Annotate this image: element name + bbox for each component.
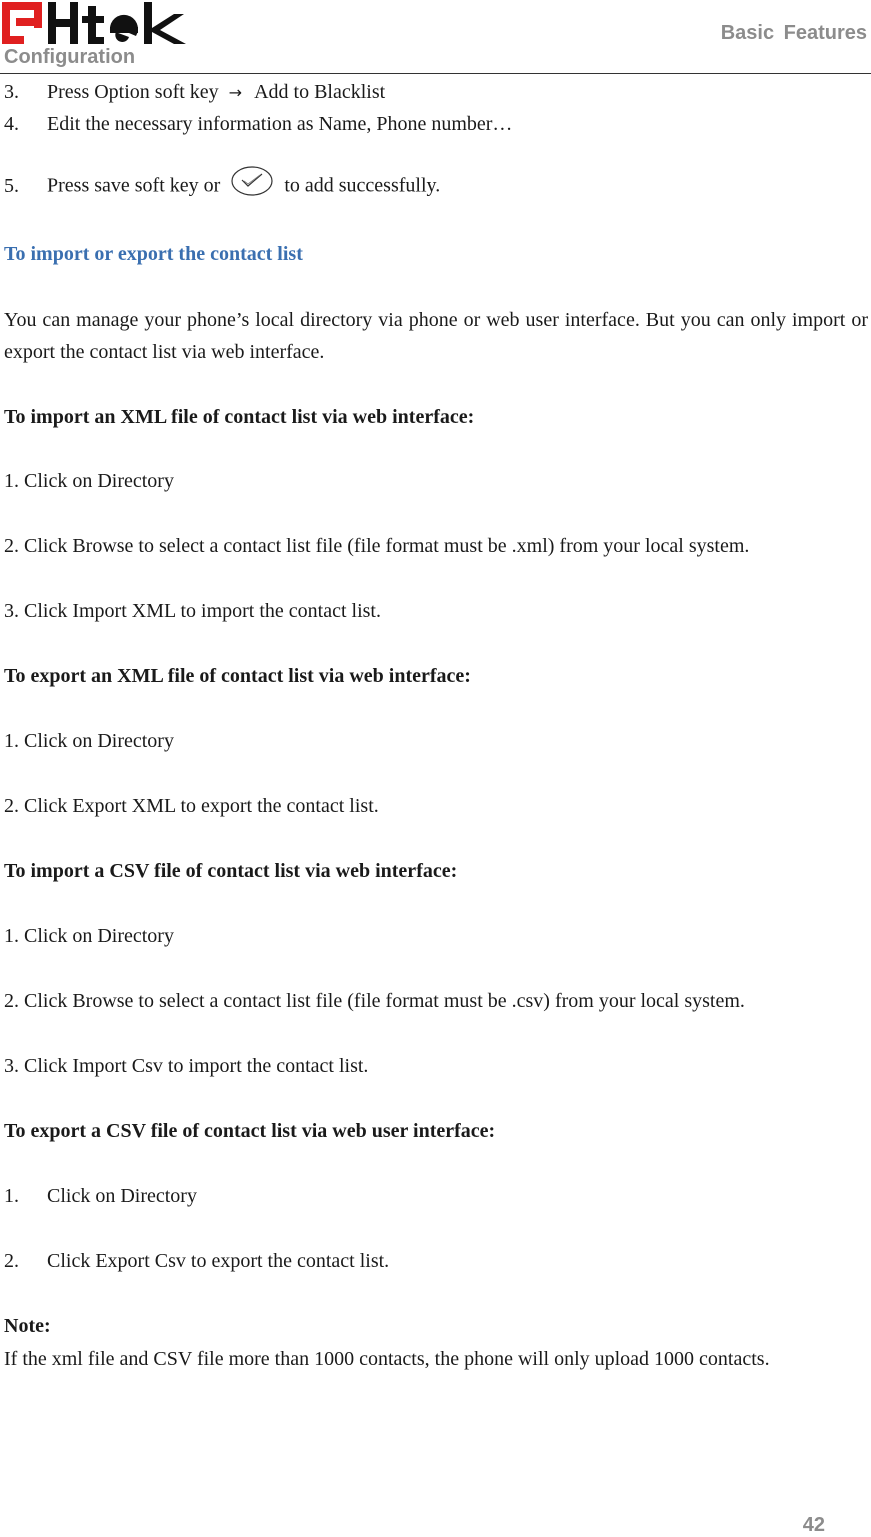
section-label: Basic Features	[720, 22, 867, 44]
step-5-save	[4, 171, 440, 203]
step-number: 5.	[4, 174, 19, 197]
step-number: 1.	[4, 1185, 19, 1207]
heading-import-csv: To import a CSV file of contact list via web interface:	[4, 860, 458, 882]
intro-paragraph: You can manage your phone’s local directory via phone or web user interface. But you can only import or export the contact list via web interface.	[4, 309, 868, 363]
list-item: 2. Click Export XML to export the contact list.	[4, 795, 379, 817]
heading-export-xml: To export an XML file of contact list via web interface:	[4, 665, 471, 687]
note-label: Note:	[4, 1315, 51, 1337]
step-text: Edit the necessary information as Name, Phone number…	[47, 113, 513, 135]
list-item: 2. Click Browse to select a contact list file (file format must be .csv) from your local system.	[4, 990, 745, 1012]
list-item: 3. Click Import XML to import the contact list.	[4, 600, 381, 622]
list-item: 3. Click Import Csv to import the contact list.	[4, 1055, 369, 1077]
step-number: 3.	[4, 81, 19, 103]
step-number: 2.	[4, 1250, 19, 1272]
right-arrow-icon: →	[228, 83, 243, 102]
step-text: to add successfully.	[284, 174, 441, 197]
page-number: 42	[802, 1514, 825, 1536]
step-3-add-blacklist	[4, 80, 385, 105]
list-item	[4, 1249, 389, 1273]
list-item	[4, 1184, 197, 1208]
step-4-edit-info	[4, 112, 512, 136]
save-check-icon	[230, 165, 274, 197]
chapter-label: Configuration	[4, 46, 136, 68]
step-text: Click Export Csv to export the contact list.	[47, 1250, 390, 1272]
list-item: 1. Click on Directory	[4, 470, 174, 492]
heading-import-xml: To import an XML file of contact list via web interface:	[4, 406, 475, 428]
section-heading-import-export: To import or export the contact list	[4, 243, 303, 265]
htek-logo	[2, 2, 192, 44]
step-text: Press Option soft key	[47, 81, 219, 103]
step-text: Add to Blacklist	[254, 81, 386, 103]
list-item: 1. Click on Directory	[4, 925, 174, 947]
page-header	[0, 0, 871, 75]
list-item: 2. Click Browse to select a contact list file (file format must be .xml) from your local system.	[4, 535, 750, 557]
step-text: Click on Directory	[47, 1185, 197, 1207]
heading-export-csv: To export a CSV file of contact list via web user interface:	[4, 1120, 496, 1142]
step-text: Press save soft key or	[47, 174, 221, 197]
note-text: If the xml file and CSV file more than 1000 contacts, the phone will only upload 1000 contacts.	[4, 1348, 770, 1370]
list-item: 1. Click on Directory	[4, 730, 174, 752]
step-number: 4.	[4, 113, 19, 135]
header-divider	[0, 73, 871, 74]
